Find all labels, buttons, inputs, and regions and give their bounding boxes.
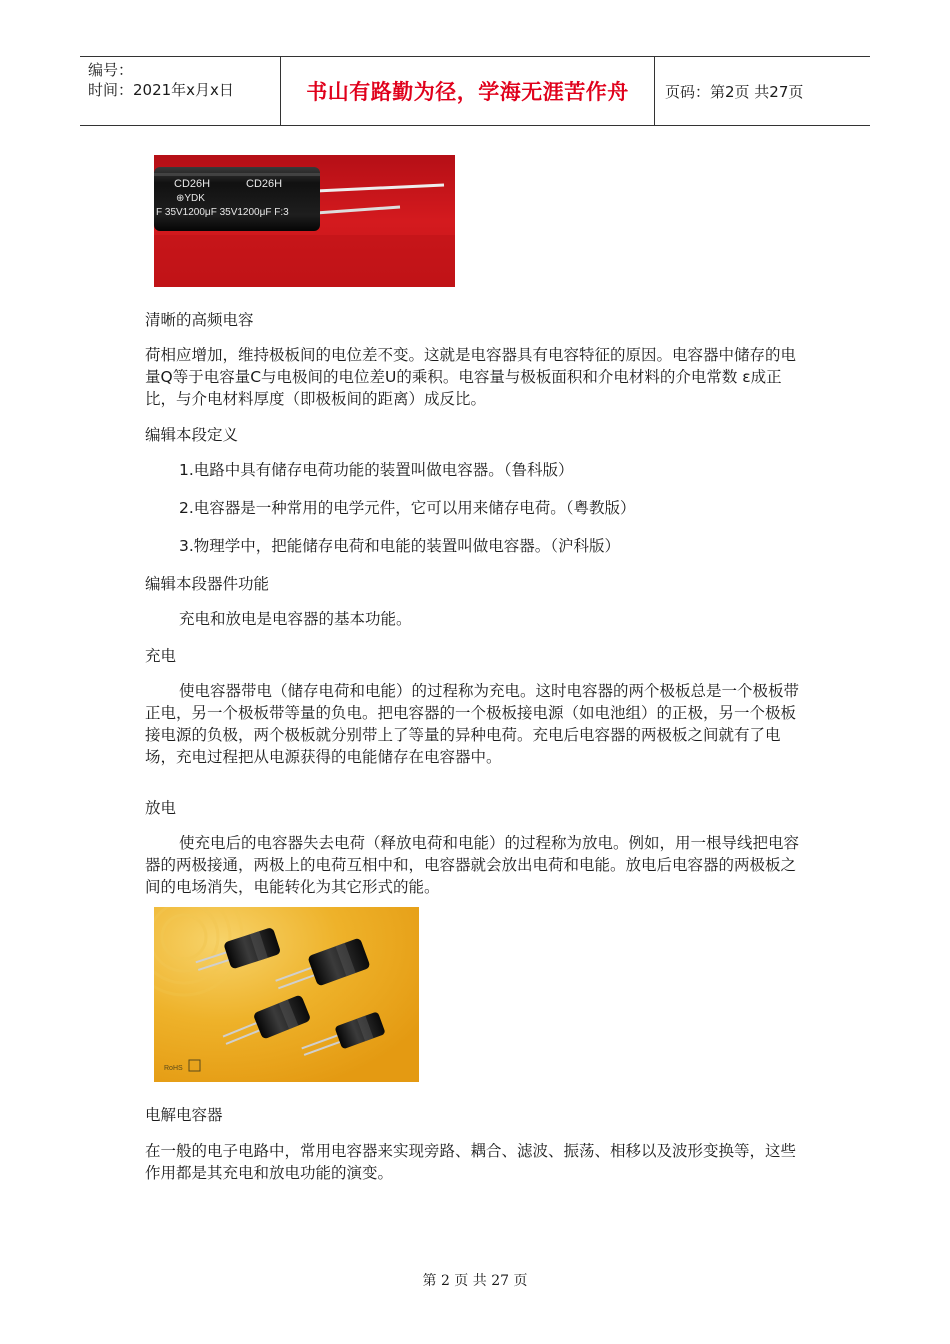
page-footer: 第 2 页 共 27 页: [422, 1273, 528, 1289]
photo1-print-right: CD26H: [246, 178, 283, 190]
heading-discharge: 放电: [145, 799, 177, 817]
page-info: 页码：第2页 共27页: [665, 82, 804, 101]
photo2-rohs-logo: RoHS: [164, 1065, 183, 1072]
capacitor-photo-2: [154, 907, 419, 1082]
definition-item-3: 3.物理学中，把能储存电荷和电能的装置叫做电容器。（沪科版）: [179, 537, 621, 555]
definition-item-1: 1.电路中具有储存电荷功能的装置叫做电容器。（鲁科版）: [179, 461, 574, 479]
header-table: [80, 56, 870, 126]
photo1-print-left: CD26H: [174, 178, 211, 190]
caption-high-frequency-capacitor: 清晰的高频电容: [145, 311, 254, 329]
heading-definition: 编辑本段定义: [145, 426, 239, 444]
paragraph-applications: 在一般的电子电路中，常用电容器来实现旁路、耦合、滤波、振荡、相移以及波形变换等，这些作用都是其充电和放电功能的演变。: [145, 1142, 797, 1182]
heading-function: 编辑本段器件功能: [145, 575, 270, 593]
photo1-rating: F 35V1200μF 35V1200μF F:3: [156, 207, 289, 218]
discharge-paragraph: 使充电后的电容器失去电荷（释放电荷和电能）的过程称为放电。例如，用一根导线把电容器的两极接通，两极上的电荷互相中和，电容器就会放出电荷和电能。放电后电容器的两极板之间的电场消失，电能转化为其它形式的能。: [145, 834, 800, 896]
function-text: 充电和放电是电容器的基本功能。: [179, 610, 412, 628]
photo1-brand: ⊕YDK: [176, 193, 205, 204]
definition-item-2: 2.电容器是一种常用的电学元件，它可以用来储存电荷。（粤教版）: [179, 499, 636, 517]
caption-electrolytic-capacitor: 电解电容器: [145, 1106, 223, 1124]
capacitor-photo-1: [154, 155, 455, 287]
motto: 书山有路勤为径，学海无涯苦作舟: [281, 57, 655, 125]
time-label: 时间：2021年x月x日: [88, 81, 234, 99]
header-left-cell: [80, 57, 281, 125]
charge-paragraph: 使电容器带电（储存电荷和电能）的过程称为充电。这时电容器的两个极板总是一个极板带正电，另一个极板带等量的负电。把电容器的一个极板接电源（如电池组）的正极，另一个极板接电源的负极，两个极板就分别带上了等量的异种电荷。充电后电容器的两极板之间就有了电场，充电过程把从电源获得的电能储存在电容器中。: [145, 682, 800, 766]
paragraph-capacitance: 荷相应增加，维持极板间的电位差不变。这就是电容器具有电容特征的原因。电容器中储存的电量Q等于电容量C与电极间的电位差U的乘积。电容量与极板面积和介电材料的介电常数 ε成正比，与介电材料厚度（即极板间的距离）成反比。: [145, 346, 797, 408]
heading-charge: 充电: [145, 647, 177, 665]
number-label: 编号：: [88, 61, 134, 79]
